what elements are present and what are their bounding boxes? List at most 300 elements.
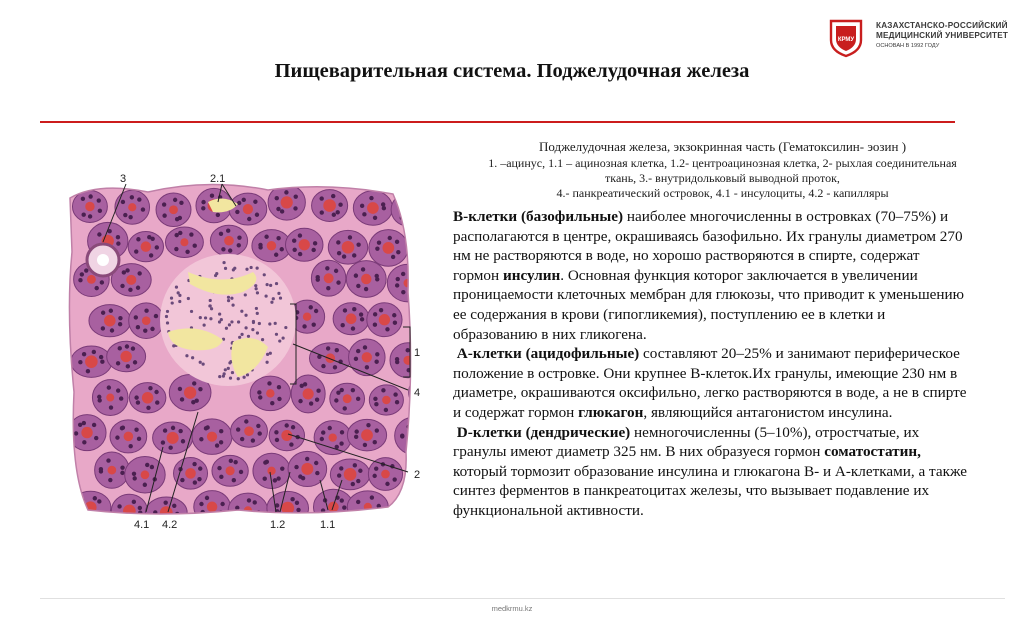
body-text <box>453 207 968 521</box>
acinar-nucleus <box>122 270 126 274</box>
acinus <box>391 193 425 226</box>
acinar-nucleus <box>258 395 262 399</box>
acinar-nucleus <box>427 380 431 384</box>
acinar-nucleus <box>400 434 404 438</box>
acinar-nucleus <box>354 273 358 277</box>
acinar-nucleus <box>132 472 136 476</box>
acinar-nucleus <box>417 513 421 517</box>
acinar-nucleus <box>95 286 99 290</box>
acinar-nucleus <box>354 429 358 433</box>
acinar-nucleus <box>293 206 297 210</box>
acinar-nucleus <box>284 423 288 427</box>
acinar-nucleus <box>356 479 360 483</box>
acinar-nucleus <box>236 427 240 431</box>
insulocyte-nucleus <box>203 323 206 326</box>
acinus-lumen-granules <box>362 352 372 362</box>
insulocyte-nucleus <box>191 356 194 359</box>
acinar-nucleus <box>134 427 138 431</box>
acinar-nucleus <box>197 477 201 481</box>
acinar-nucleus <box>253 500 257 504</box>
acinar-nucleus <box>369 514 373 518</box>
acinar-nucleus <box>82 421 86 425</box>
acinar-nucleus <box>392 477 396 481</box>
acinar-nucleus <box>276 236 280 240</box>
insulocyte-nucleus <box>204 316 207 319</box>
acinar-nucleus <box>436 248 438 252</box>
acinar-nucleus <box>327 514 331 518</box>
insulocyte-nucleus <box>252 320 255 323</box>
acinar-nucleus <box>148 386 152 390</box>
acinar-nucleus <box>263 476 267 480</box>
acinar-nucleus <box>108 478 112 482</box>
acinar-nucleus <box>335 348 339 352</box>
acinar-nucleus <box>434 308 438 312</box>
acinar-nucleus <box>340 498 344 502</box>
insulocyte-nucleus <box>255 287 258 290</box>
acinar-nucleus <box>384 408 388 412</box>
acinar-nucleus <box>74 431 78 435</box>
acinar-nucleus <box>320 437 324 441</box>
acinar-nucleus <box>192 381 196 385</box>
acinar-nucleus <box>370 495 374 499</box>
acinar-nucleus <box>136 237 140 241</box>
label-2: 2 <box>414 469 421 481</box>
acinar-nucleus <box>247 217 251 221</box>
acinar-nucleus <box>99 467 103 471</box>
acinar-nucleus <box>432 478 436 482</box>
acinar-nucleus <box>298 399 302 403</box>
acinar-nucleus <box>375 274 379 278</box>
insulocyte-nucleus <box>209 299 212 302</box>
acinus-lumen-granules <box>81 427 92 438</box>
acinar-nucleus <box>120 465 124 469</box>
acinar-nucleus <box>118 322 122 326</box>
acinus-lumen-granules <box>226 466 235 475</box>
acinar-nucleus <box>274 253 278 257</box>
acinar-nucleus <box>143 328 147 332</box>
acinar-nucleus <box>280 209 284 213</box>
university-name <box>876 21 1022 51</box>
logo-text: КРМУ <box>837 37 855 43</box>
glucagon-term: глюкагон <box>578 403 644 421</box>
acinus-lumen-granules <box>85 355 98 368</box>
acinar-nucleus <box>385 482 389 486</box>
acinar-nucleus <box>118 346 122 350</box>
acinar-nucleus <box>313 241 317 245</box>
acinar-nucleus <box>333 365 337 369</box>
acinus-lumen-granules <box>323 199 336 212</box>
acinar-nucleus <box>280 247 284 251</box>
acinus-lumen-granules <box>424 388 432 396</box>
acinar-nucleus <box>88 194 92 198</box>
insulocyte-nucleus <box>237 377 240 380</box>
acinar-nucleus <box>339 441 343 445</box>
acinar-nucleus <box>277 397 281 401</box>
label-3: 3 <box>120 173 127 185</box>
acinar-nucleus <box>352 307 356 311</box>
acinar-nucleus <box>396 506 400 510</box>
caption-line-4: 4.- панкреатический островок, 4.1 - инсулоциты, 4.2 - капилляры <box>556 186 889 200</box>
insulocyte-nucleus <box>240 333 243 336</box>
acinus <box>391 495 427 526</box>
insulocyte-nucleus <box>258 322 261 325</box>
acinus-lumen-granules <box>141 470 150 479</box>
insulocyte-nucleus <box>254 284 257 287</box>
acinar-nucleus <box>434 396 438 400</box>
acinar-nucleus <box>292 239 296 243</box>
acinar-nucleus <box>436 387 438 391</box>
acinar-nucleus <box>92 423 96 427</box>
somatostatin-term: соматостатин, <box>824 443 921 461</box>
insulocyte-nucleus <box>166 321 169 324</box>
acinar-nucleus <box>315 471 319 475</box>
acinar-nucleus <box>144 308 148 312</box>
acinar-nucleus <box>362 212 366 216</box>
acinar-nucleus <box>398 513 402 517</box>
acinar-nucleus <box>97 395 101 399</box>
acinus-lumen-granules <box>403 204 414 215</box>
acinar-nucleus <box>133 360 137 364</box>
acinar-nucleus <box>145 463 149 467</box>
acinar-nucleus <box>421 399 425 403</box>
acinar-nucleus <box>101 326 105 330</box>
acinar-nucleus <box>258 431 262 435</box>
insulocyte-nucleus <box>166 310 169 313</box>
acinar-nucleus <box>201 200 205 204</box>
acinar-nucleus <box>180 478 184 482</box>
acinar-nucleus <box>337 473 341 477</box>
acinar-nucleus <box>298 252 302 256</box>
acinar-nucleus <box>235 210 239 214</box>
acinar-nucleus <box>309 305 313 309</box>
acinar-nucleus <box>332 213 336 217</box>
acinus-lumen-granules <box>243 204 253 214</box>
acinar-nucleus <box>150 465 154 469</box>
acinar-nucleus <box>291 425 295 429</box>
acinar-nucleus <box>162 202 166 206</box>
acinus-lumen-granules <box>303 312 311 320</box>
acinar-nucleus <box>210 194 214 198</box>
a-cells-paragraph: А-клетки (ацидофильные) составляют 20–25% и занимают периферическое положение в островке. Они крупнее В-клеток.Их гранулы, имеющие 230 нм в диаметре, окрашиваются оксифильно, легко растворяются в воде, а не в спирте и содержат гормон глюкагон, являющийся антагонистом инсулина. <box>453 345 967 421</box>
insulocyte-nucleus <box>224 267 227 270</box>
acinar-nucleus <box>290 497 294 501</box>
acinar-nucleus <box>117 504 121 508</box>
acinus-lumen-granules <box>106 394 114 402</box>
insulocyte-nucleus <box>263 273 266 276</box>
acinar-nucleus <box>185 250 189 254</box>
acinar-nucleus <box>240 437 244 441</box>
acinar-nucleus <box>316 389 320 393</box>
acinar-nucleus <box>253 200 257 204</box>
insulocyte-nucleus <box>266 353 269 356</box>
acinar-nucleus <box>101 311 105 315</box>
acinar-nucleus <box>155 245 159 249</box>
acinar-nucleus <box>418 507 422 511</box>
acinar-nucleus <box>100 280 104 284</box>
acinar-nucleus <box>361 267 365 271</box>
acinus-lumen-granules <box>126 275 136 285</box>
acinar-nucleus <box>334 269 338 273</box>
acinar-nucleus <box>239 470 243 474</box>
acinar-nucleus <box>193 244 197 248</box>
acinar-nucleus <box>198 466 202 470</box>
acinar-nucleus <box>150 327 154 331</box>
acinar-nucleus <box>198 387 202 391</box>
insulocyte-nucleus <box>209 317 212 320</box>
acinar-nucleus <box>275 196 279 200</box>
acinar-nucleus <box>125 344 129 348</box>
acinar-nucleus <box>422 481 426 485</box>
acinar-nucleus <box>357 511 361 515</box>
acinar-nucleus <box>419 440 423 444</box>
acinar-nucleus <box>337 251 341 255</box>
insulocyte-nucleus <box>244 314 247 317</box>
acinar-nucleus <box>116 235 120 239</box>
insulocyte-nucleus <box>237 320 240 323</box>
acinar-nucleus <box>415 213 419 217</box>
insulocyte-nucleus <box>172 344 175 347</box>
acinar-nucleus <box>97 232 101 236</box>
acinar-nucleus <box>251 438 255 442</box>
acinar-nucleus <box>348 235 352 239</box>
acinar-nucleus <box>155 400 159 404</box>
acinus-lumen-granules <box>344 468 357 481</box>
acinar-nucleus <box>226 229 230 233</box>
insulocyte-nucleus <box>229 377 232 380</box>
insulocyte-nucleus <box>266 283 269 286</box>
acinar-nucleus <box>219 232 223 236</box>
acinar-nucleus <box>334 398 338 402</box>
acinar-nucleus <box>118 515 122 519</box>
acinar-nucleus <box>123 213 127 217</box>
insulocyte-nucleus <box>278 339 281 342</box>
footer-divider <box>40 598 1005 599</box>
acinar-nucleus <box>141 207 145 211</box>
label-1-1: 1.1 <box>320 519 336 531</box>
insulocyte-nucleus <box>256 331 259 334</box>
acinar-nucleus <box>417 463 421 467</box>
acinus-lumen-granules <box>185 468 196 479</box>
acinar-nucleus <box>284 190 288 194</box>
acinar-nucleus <box>363 345 367 349</box>
acinus-lumen-granules <box>104 315 116 327</box>
acinar-nucleus <box>303 382 307 386</box>
acinar-nucleus <box>171 426 175 430</box>
acinar-nucleus <box>128 215 132 219</box>
insulocyte-nucleus <box>240 310 243 313</box>
acinar-nucleus <box>358 469 362 473</box>
insulocyte-nucleus <box>269 284 272 287</box>
acinar-nucleus <box>292 248 296 252</box>
insulocyte-nucleus <box>199 361 202 364</box>
acinar-nucleus <box>392 313 396 317</box>
acinar-nucleus <box>274 430 278 434</box>
acinar-nucleus <box>321 430 325 434</box>
acinar-nucleus <box>319 196 323 200</box>
acinar-nucleus <box>364 287 368 291</box>
acinus-lumen-granules <box>142 316 151 325</box>
acinar-nucleus <box>92 350 96 354</box>
acinar-nucleus <box>133 476 137 480</box>
acinar-nucleus <box>373 440 377 444</box>
acinar-nucleus <box>237 243 241 247</box>
acinar-nucleus <box>374 360 378 364</box>
acinar-nucleus <box>351 326 355 330</box>
acinar-nucleus <box>336 280 340 284</box>
acinar-nucleus <box>393 321 397 325</box>
insulocyte-nucleus <box>208 304 211 307</box>
acinar-nucleus <box>97 512 101 516</box>
acinar-nucleus <box>178 387 182 391</box>
acinar-nucleus <box>419 248 423 252</box>
acinar-nucleus <box>237 201 241 205</box>
acinar-nucleus <box>205 425 209 429</box>
figure-caption <box>455 139 990 201</box>
acinar-nucleus <box>336 240 340 244</box>
acinar-nucleus <box>189 232 193 236</box>
acinar-nucleus <box>436 319 438 323</box>
acinar-nucleus <box>215 443 219 447</box>
acinar-nucleus <box>416 285 420 289</box>
insulocyte-nucleus <box>275 282 278 285</box>
acinar-nucleus <box>154 390 158 394</box>
acinar-nucleus <box>128 444 132 448</box>
label-4-1: 4.1 <box>134 519 150 531</box>
acinar-nucleus <box>109 309 113 313</box>
caption-line-2: 1. –ацинус, 1.1 – ацинозная клетка, 1.2- центроацинозная клетка, 2- рыхлая соединительная <box>488 156 957 170</box>
acinar-nucleus <box>409 443 413 447</box>
acinar-nucleus <box>373 323 377 327</box>
acinar-nucleus <box>418 237 422 241</box>
acinar-nucleus <box>298 233 302 237</box>
acinar-nucleus <box>365 365 369 369</box>
insulocyte-nucleus <box>222 261 225 264</box>
acinar-nucleus <box>312 322 316 326</box>
acinar-nucleus <box>395 240 399 244</box>
acinar-nucleus <box>340 323 344 327</box>
acinar-nucleus <box>377 240 381 244</box>
acinar-nucleus <box>249 518 253 522</box>
acinar-nucleus <box>78 278 82 282</box>
acinar-nucleus <box>375 428 379 432</box>
acinar-nucleus <box>242 198 246 202</box>
acinar-nucleus <box>178 231 182 235</box>
acinar-nucleus <box>405 197 409 201</box>
acinar-nucleus <box>374 402 378 406</box>
acinar-nucleus <box>191 400 195 404</box>
acinus-lumen-granules <box>142 392 154 404</box>
acinar-nucleus <box>373 216 377 220</box>
acinar-nucleus <box>134 249 138 253</box>
acinar-nucleus <box>336 210 340 214</box>
insulocyte-nucleus <box>279 296 282 299</box>
acinar-nucleus <box>118 316 122 320</box>
acinus-lumen-granules <box>303 388 314 399</box>
acinar-nucleus <box>94 436 98 440</box>
insulocyte-nucleus <box>250 266 253 269</box>
insulocyte-nucleus <box>256 267 259 270</box>
acinar-nucleus <box>273 478 277 482</box>
acinar-nucleus <box>80 272 84 276</box>
acinar-nucleus <box>375 246 379 250</box>
acinar-nucleus <box>433 251 437 255</box>
acinus-lumen-granules <box>244 426 254 436</box>
acinar-nucleus <box>381 202 385 206</box>
acinar-nucleus <box>237 514 241 518</box>
acinus-lumen-granules <box>301 463 313 475</box>
insulocyte-nucleus <box>261 338 264 341</box>
acinar-nucleus <box>125 268 129 272</box>
acinar-nucleus <box>294 465 298 469</box>
acinar-nucleus <box>179 201 183 205</box>
acinus-lumen-granules <box>141 241 151 251</box>
acinus-lumen-granules <box>346 313 357 324</box>
acinar-nucleus <box>192 462 196 466</box>
acinus-lumen-granules <box>224 236 234 246</box>
acinar-nucleus <box>232 478 236 482</box>
acinar-nucleus <box>97 198 101 202</box>
acinar-nucleus <box>374 466 378 470</box>
acinus-lumen-granules <box>85 202 94 211</box>
acinar-nucleus <box>109 405 113 409</box>
acinar-nucleus <box>360 317 364 321</box>
acinar-nucleus <box>255 213 259 217</box>
acinar-nucleus <box>116 388 120 392</box>
b-cells-heading: В-клетки (базофильные) <box>453 208 624 225</box>
acinar-nucleus <box>81 197 85 201</box>
acinar-nucleus <box>286 516 290 520</box>
acinar-nucleus <box>146 406 150 410</box>
d-cells-paragraph: D-клетки (дендрические) немногочисленны (5–10%), отростчатые, их гранулы имеют диаметр 325 нм. В них образуеся гормон соматостатин, который тормозит образование инсулина и глюкагона В- и А-клетками, а также синтез ферментов в панкреатоцитах железы, что вызывает подавление их функциональной активности. <box>453 423 967 519</box>
acinar-nucleus <box>137 197 141 201</box>
acinar-nucleus <box>385 327 389 331</box>
acinar-nucleus <box>264 235 268 239</box>
acinar-nucleus <box>356 500 360 504</box>
acinar-nucleus <box>396 277 400 281</box>
insulocyte-nucleus <box>170 297 173 300</box>
acinar-nucleus <box>406 518 410 522</box>
acinar-nucleus <box>134 395 138 399</box>
acinus-lumen-granules <box>367 202 379 214</box>
duct-lumen <box>97 254 109 266</box>
insulocyte-nucleus <box>225 327 228 330</box>
university-line-2: МЕДИЦИНСКИЙ УНИВЕРСИТЕТ <box>876 31 1009 40</box>
insulocyte-nucleus <box>282 336 285 339</box>
acinus-lumen-granules <box>123 505 136 518</box>
insulocyte-nucleus <box>218 312 221 315</box>
slide-title: Пищеварительная система. Поджелудочная железа <box>274 60 750 82</box>
acinar-nucleus <box>305 457 309 461</box>
acinus-lumen-granules <box>180 238 188 246</box>
insulocyte-nucleus <box>277 292 280 295</box>
insulocyte-nucleus <box>231 303 234 306</box>
acinar-nucleus <box>193 480 197 484</box>
acinar-nucleus <box>421 305 425 309</box>
acinar-nucleus <box>351 482 355 486</box>
acinar-nucleus <box>343 308 347 312</box>
acinus-lumen-granules <box>382 242 394 254</box>
insulocyte-nucleus <box>244 293 247 296</box>
acinar-nucleus <box>316 275 320 279</box>
insulocyte-nucleus <box>230 297 233 300</box>
acinar-nucleus <box>314 461 318 465</box>
acinar-nucleus <box>149 253 153 257</box>
acinus-lumen-granules <box>329 433 337 441</box>
acinar-nucleus <box>354 357 358 361</box>
acinar-nucleus <box>163 428 167 432</box>
acinar-nucleus <box>351 388 355 392</box>
acinus-lumen-granules <box>281 196 293 208</box>
